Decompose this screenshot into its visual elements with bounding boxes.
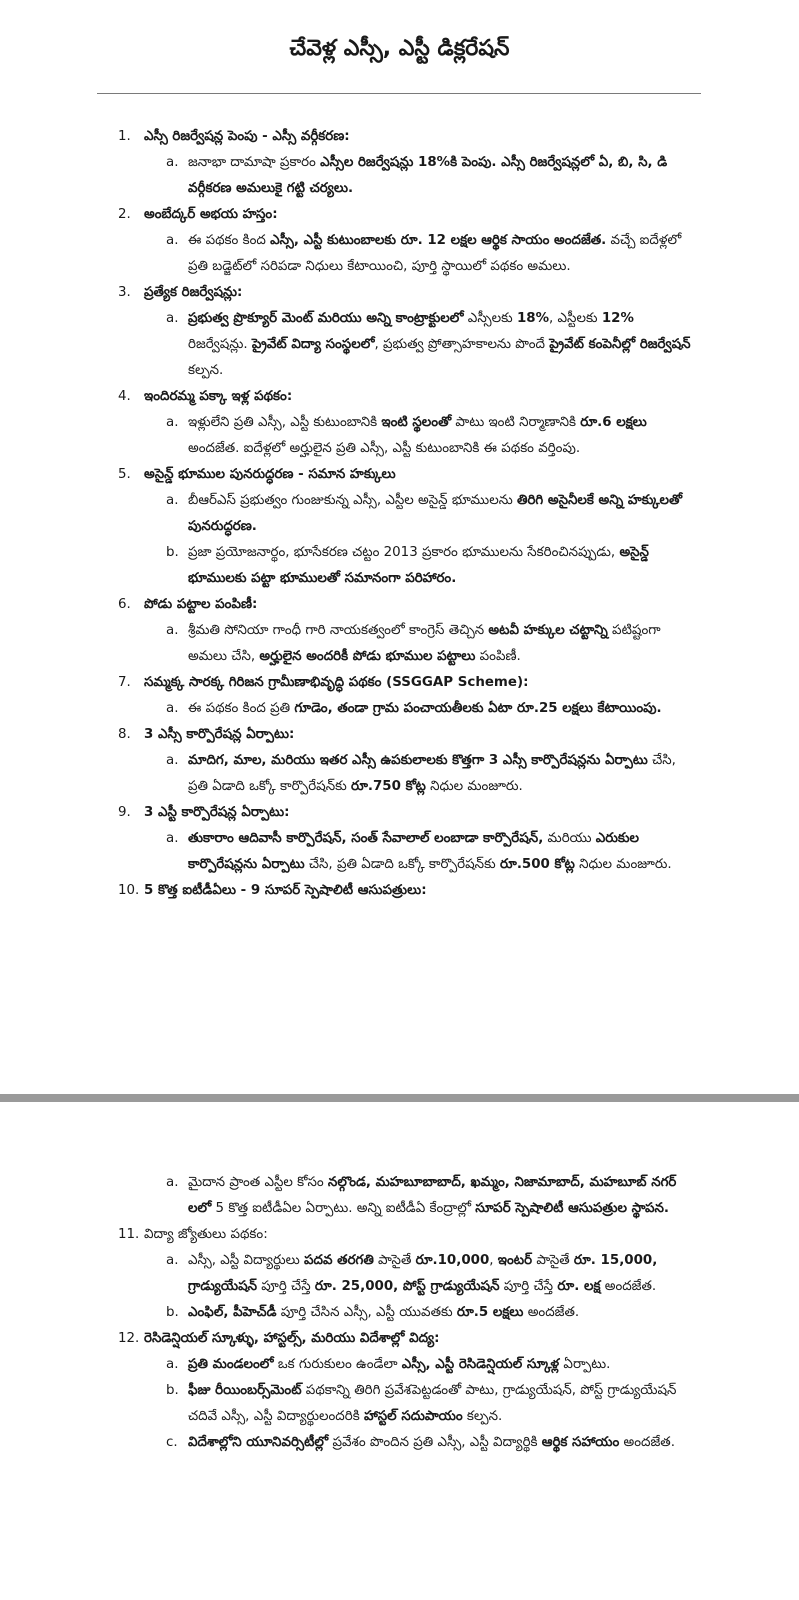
sub-item xyxy=(118,488,693,540)
emphasis-text: ఫీజు రీయింబర్స్‌మెంట్ xyxy=(188,1383,302,1398)
body-text: నిధుల మంజూరు. xyxy=(574,857,672,872)
emphasis-text: 18% xyxy=(516,311,550,326)
list-item xyxy=(118,592,693,670)
declaration-list-page-2 xyxy=(118,1170,693,1456)
body-text: పాటు ఇంటి నిర్మాణానికి xyxy=(451,415,581,430)
emphasis-text: రూ.5 లక్షలు xyxy=(456,1305,524,1320)
sub-item xyxy=(118,410,693,462)
emphasis-text: ఎస్సీ, ఎస్టీ రెసిడెన్షియల్ స్కూళ్ల xyxy=(401,1357,560,1372)
body-text: మైదాన ప్రాంత ఎస్టీల కోసం xyxy=(188,1175,328,1190)
item-heading: అసైన్డ్ భూముల పునరుద్ధరణ - సమాన హక్కులు xyxy=(144,467,396,482)
sub-item-letter: a. xyxy=(166,753,179,768)
body-text: అందజేత. xyxy=(600,1279,657,1294)
emphasis-text: ప్రైవేట్ కంపెనీల్లో రిజర్వేషన్ xyxy=(549,337,691,352)
body-text: ప్రవేశం పొందిన ప్రతి ఎస్సీ, ఎస్టీ విద్యార్థికి xyxy=(328,1435,542,1450)
body-text: పంపిణీ. xyxy=(475,649,521,664)
sub-item-letter: a. xyxy=(166,233,179,248)
sub-item xyxy=(118,1300,693,1326)
body-text: , ప్రభుత్వ ప్రోత్సాహకాలను పొందే xyxy=(374,337,550,352)
emphasis-text: అసైన్డ్ భూములకు పట్టా భూములతో సమానంగా పరిహారం. xyxy=(188,545,649,586)
emphasis-text: ఆర్థిక సహాయం xyxy=(541,1435,620,1450)
sub-item-letter: a. xyxy=(166,623,179,638)
sub-item xyxy=(118,1430,693,1456)
body-text: బీఆర్ఎస్ ప్రభుత్వం గుంజుకున్న ఎస్సీ, ఎస్టీల అసైన్డ్ భూములను xyxy=(188,493,517,508)
body-text: పథకాన్ని తిరిగి ప్రవేశపెట్టడంతో పాటు, గ్రాడ్యుయేషన్, పోస్ట్ గ్రాడ్యుయేషన్ చదివే ఎస్సీ, ఎస్టీ విద్యార్థులందరికి xyxy=(188,1383,677,1424)
body-text: 5 కొత్త ఐటీడీఏల ఏర్పాటు. అన్ని ఐటీడీఏ కేంద్రాల్లో xyxy=(211,1201,476,1216)
body-text: చేసి, ప్రతి ఏడాది ఒక్కో కార్పొరేషన్‌కు xyxy=(304,857,500,872)
sub-item-letter: a. xyxy=(166,155,179,170)
item-heading: 3 ఎస్సీ కార్పొరేషన్ల ఏర్పాటు: xyxy=(144,727,295,742)
sub-item xyxy=(118,1170,693,1222)
body-text: పాసైతే xyxy=(373,1253,416,1268)
emphasis-text: రూ.750 కోట్ల xyxy=(351,779,426,794)
sub-item-text xyxy=(188,1430,693,1456)
sub-item-letter: a. xyxy=(166,831,179,846)
document-page-2 xyxy=(0,1102,799,1600)
sub-item-text xyxy=(188,228,693,280)
sub-item-text xyxy=(188,1170,693,1222)
sub-item-text xyxy=(188,826,693,878)
sub-item-letter: c. xyxy=(166,1435,178,1450)
emphasis-text: రూ. లక్ష xyxy=(557,1279,601,1294)
item-number: 9. xyxy=(118,805,131,820)
body-text: నిధుల మంజూరు. xyxy=(425,779,523,794)
body-text: కల్పన. xyxy=(462,1409,503,1424)
emphasis-text: పదవ తరగతి xyxy=(304,1253,374,1268)
emphasis-text: ఎరుకుల కార్పొరేషన్లను ఏర్పాటు xyxy=(188,831,639,872)
sub-item xyxy=(118,826,693,878)
list-item xyxy=(118,124,693,202)
emphasis-text: అటవీ హక్కుల చట్టాన్ని xyxy=(488,623,608,638)
list-item xyxy=(118,384,693,462)
emphasis-text: రూ.6 లక్షలు xyxy=(580,415,647,430)
emphasis-text: సూపర్ స్పెషాలిటీ ఆసుపత్రుల స్థాపన. xyxy=(475,1201,670,1216)
emphasis-text: ఎంఫిల్, పీహెచ్‌డీ xyxy=(188,1305,277,1320)
list-item xyxy=(118,1222,693,1326)
emphasis-text: ఎస్సీ, ఎస్టీ కుటుంబాలకు రూ. 12 లక్షల ఆర్థిక సాయం అందజేత. xyxy=(270,233,607,248)
item-number: 11. xyxy=(118,1227,140,1242)
item-heading: ఎస్సీ రిజర్వేషన్ల పెంపు - ఎస్సీ వర్గీకరణ: xyxy=(144,129,350,144)
list-item xyxy=(118,462,693,592)
item-number: 1. xyxy=(118,129,131,144)
title-divider xyxy=(97,93,701,94)
body-text: ఈ పథకం కింద ప్రతి xyxy=(188,701,295,716)
sub-item-text xyxy=(188,748,693,800)
emphasis-text: ప్రైవేట్ విద్యా సంస్థలలో xyxy=(251,337,375,352)
item-number: 10. xyxy=(118,883,140,898)
emphasis-text: నల్గొండ, మహబూబాబాద్, ఖమ్మం, నిజామాబాద్, మహబూబ్ నగర్ లలో xyxy=(188,1175,677,1216)
list-item xyxy=(118,670,693,722)
item-number: 4. xyxy=(118,389,131,404)
declaration-list-page-1 xyxy=(118,124,693,904)
item-heading: రెసిడెన్షియల్ స్కూళ్ళు, హాస్టల్స్, మరియు విదేశాల్లో విద్య: xyxy=(144,1331,440,1346)
emphasis-text: ప్రతి మండలంలో xyxy=(188,1357,274,1372)
body-text: ప్రజా ప్రయోజనార్థం, భూసేకరణ చట్టం 2013 ప్రకారం భూములను సేకరించినప్పుడు, xyxy=(188,545,620,560)
body-text: కల్పన. xyxy=(188,363,224,378)
sub-item-text xyxy=(188,1352,693,1378)
sub-item xyxy=(118,748,693,800)
emphasis-text: ఇంటి స్థలంతో xyxy=(381,415,452,430)
page-separator xyxy=(0,1094,799,1102)
sub-item-text xyxy=(188,540,693,592)
body-text: ఏర్పాటు. xyxy=(559,1357,611,1372)
emphasis-text: విదేశాల్లోని యూనివర్సిటీల్లో xyxy=(188,1435,329,1450)
body-text: ఎస్సీ, ఎస్టీ విద్యార్థులు xyxy=(188,1253,304,1268)
emphasis-text: తిరిగి అసైనీలకే అన్ని హక్కులతో పునరుద్ధరణ. xyxy=(188,493,683,534)
item-number: 8. xyxy=(118,727,131,742)
item-number: 2. xyxy=(118,207,131,222)
sub-item-text xyxy=(188,1248,693,1300)
body-text: చేసి, ప్రతి ఏడాది ఒక్కో కార్పొరేషన్‌కు xyxy=(188,753,676,794)
item-heading: సమ్మక్క సారక్క గిరిజన గ్రామీణాభివృద్ధి పథకం (SSGGAP Scheme): xyxy=(144,675,529,690)
item-heading: 3 ఎస్టీ కార్పొరేషన్ల ఏర్పాటు: xyxy=(144,805,290,820)
emphasis-text: రూ.500 కోట్ల xyxy=(499,857,575,872)
sub-item xyxy=(118,540,693,592)
sub-item xyxy=(118,306,693,384)
body-text: ఒక గురుకులం ఉండేలా xyxy=(273,1357,402,1372)
sub-item-text xyxy=(188,410,693,462)
list-item xyxy=(118,878,693,904)
emphasis-text: గూడెం, తండా గ్రామ పంచాయతీలకు ఏటా రూ.25 లక్షలు కేటాయింపు. xyxy=(294,701,662,716)
item-number: 6. xyxy=(118,597,131,612)
list-item xyxy=(118,280,693,384)
sub-item-letter: a. xyxy=(166,311,179,326)
sub-item xyxy=(118,150,693,202)
body-text: , xyxy=(489,1253,498,1268)
sub-item-letter: a. xyxy=(166,1175,179,1190)
sub-item-text xyxy=(188,306,693,384)
item-heading: 5 కొత్త ఐటీడీఏలు - 9 సూపర్ స్పెషాలిటీ ఆసుపత్రులు: xyxy=(144,883,427,898)
item-number: 7. xyxy=(118,675,131,690)
document-title: చేవెళ్ల ఎస్సీ, ఎస్టీ డిక్లరేషన్ xyxy=(289,36,510,61)
emphasis-text: హాస్టల్ సదుపాయం xyxy=(363,1409,463,1424)
sub-item-text xyxy=(188,618,693,670)
body-text: , ఎస్టీలకు xyxy=(549,311,602,326)
emphasis-text: 12% xyxy=(601,311,634,326)
body-text: జనాభా దామాషా ప్రకారం xyxy=(188,155,321,170)
body-text: పూర్తి చేస్తే xyxy=(499,1279,558,1294)
body-text: పూర్తి చేస్తే xyxy=(257,1279,315,1294)
body-text: మరియు xyxy=(543,831,596,846)
sub-item-text xyxy=(188,1300,693,1326)
item-heading: ప్రత్యేక రిజర్వేషన్లు: xyxy=(144,285,243,300)
body-text: ఈ పథకం కింద xyxy=(188,233,271,248)
emphasis-text: ఎస్సీల రిజర్వేషన్లు 18%కి పెంపు. ఎస్సీ రిజర్వేషన్లలో ఏ, బి, సి, డి వర్గీకరణ అమలుకై గట్టి చర్యలు. xyxy=(188,155,668,196)
body-text: రిజర్వేషన్లు. xyxy=(188,337,252,352)
body-text: అందజేత. xyxy=(619,1435,675,1450)
sub-item-text xyxy=(188,150,693,202)
list-item xyxy=(118,1326,693,1456)
sub-item-text xyxy=(188,1378,693,1430)
sub-item-letter: b. xyxy=(166,1305,179,1320)
item-number: 12. xyxy=(118,1331,140,1346)
emphasis-text: ప్రభుత్వ ప్రొక్యూర్ మెంట్ మరియు అన్ని కాంట్రాక్టులలో xyxy=(188,311,464,326)
emphasis-text: రూ. 15,000, గ్రాడ్యుయేషన్ xyxy=(188,1253,658,1294)
body-text: పటిష్టంగా అమలు చేసి, xyxy=(188,623,661,664)
emphasis-text: రూ.10,000 xyxy=(415,1253,490,1268)
sub-item-letter: a. xyxy=(166,1357,179,1372)
body-text: శ్రీమతి సోనియా గాంధీ గారి నాయకత్వంలో కాంగ్రెస్ తెచ్చిన xyxy=(188,623,489,638)
emphasis-text: అర్హులైన అందరికీ పోడు భూముల పట్టాలు xyxy=(259,649,476,664)
body-text: పూర్తి చేసిన ఎస్సీ, ఎస్టీ యువతకు xyxy=(276,1305,457,1320)
sub-item-letter: a. xyxy=(166,415,179,430)
sub-item-text xyxy=(188,696,693,722)
body-text: అందజేత. xyxy=(523,1305,580,1320)
item-heading: విద్యా జ్యోతులు పథకం: xyxy=(144,1227,268,1242)
item-heading: పోడు పట్టాల పంపిణీ: xyxy=(144,597,258,612)
sub-item-letter: a. xyxy=(166,493,179,508)
sub-item-letter: b. xyxy=(166,545,179,560)
item-heading: ఇందిరమ్మ పక్కా ఇళ్ల పథకం: xyxy=(144,389,293,404)
sub-item-text xyxy=(188,488,693,540)
body-text: ఎస్సీలకు xyxy=(463,311,517,326)
sub-item xyxy=(118,1378,693,1430)
sub-item xyxy=(118,1352,693,1378)
sub-item xyxy=(118,1248,693,1300)
emphasis-text: రూ. 25,000, పోస్ట్ గ్రాడ్యుయేషన్ xyxy=(314,1279,500,1294)
sub-item-letter: a. xyxy=(166,701,179,716)
list-item xyxy=(118,1170,693,1222)
emphasis-text: ఇంటర్ xyxy=(497,1253,533,1268)
list-item xyxy=(118,202,693,280)
body-text: అందజేత. ఐదేళ్లలో అర్హులైన ప్రతి ఎస్సీ, ఎస్టీ కుటుంబానికి ఈ పథకం వర్తింపు. xyxy=(188,441,581,456)
list-item xyxy=(118,800,693,878)
sub-item xyxy=(118,696,693,722)
body-text: ఇళ్లులేని ప్రతి ఎస్సీ, ఎస్టీ కుటుంబానికి xyxy=(188,415,382,430)
item-heading: అంబేద్కర్ అభయ హస్తం: xyxy=(144,207,278,222)
body-text: వచ్చే ఐదేళ్లలో ప్రతి బడ్జెట్‌లో సరిపడా నిధులు కేటాయించి, పూర్తి స్థాయిలో పథకం అమలు. xyxy=(188,233,682,274)
sub-item xyxy=(118,228,693,280)
emphasis-text: మాదిగ, మాల, మరియు ఇతర ఎస్సీ ఉపకులాలకు కొత్తగా 3 ఎస్సీ కార్పొరేషన్లను ఏర్పాటు xyxy=(188,753,648,768)
list-item xyxy=(118,722,693,800)
item-number: 3. xyxy=(118,285,131,300)
item-number: 5. xyxy=(118,467,131,482)
sub-item-letter: b. xyxy=(166,1383,179,1398)
sub-item-letter: a. xyxy=(166,1253,179,1268)
emphasis-text: తుకారాం ఆదివాసీ కార్పొరేషన్, సంత్ సేవాలాల్ లంబాడా కార్పొరేషన్, xyxy=(188,831,544,846)
sub-item xyxy=(118,618,693,670)
body-text: పాసైతే xyxy=(532,1253,574,1268)
